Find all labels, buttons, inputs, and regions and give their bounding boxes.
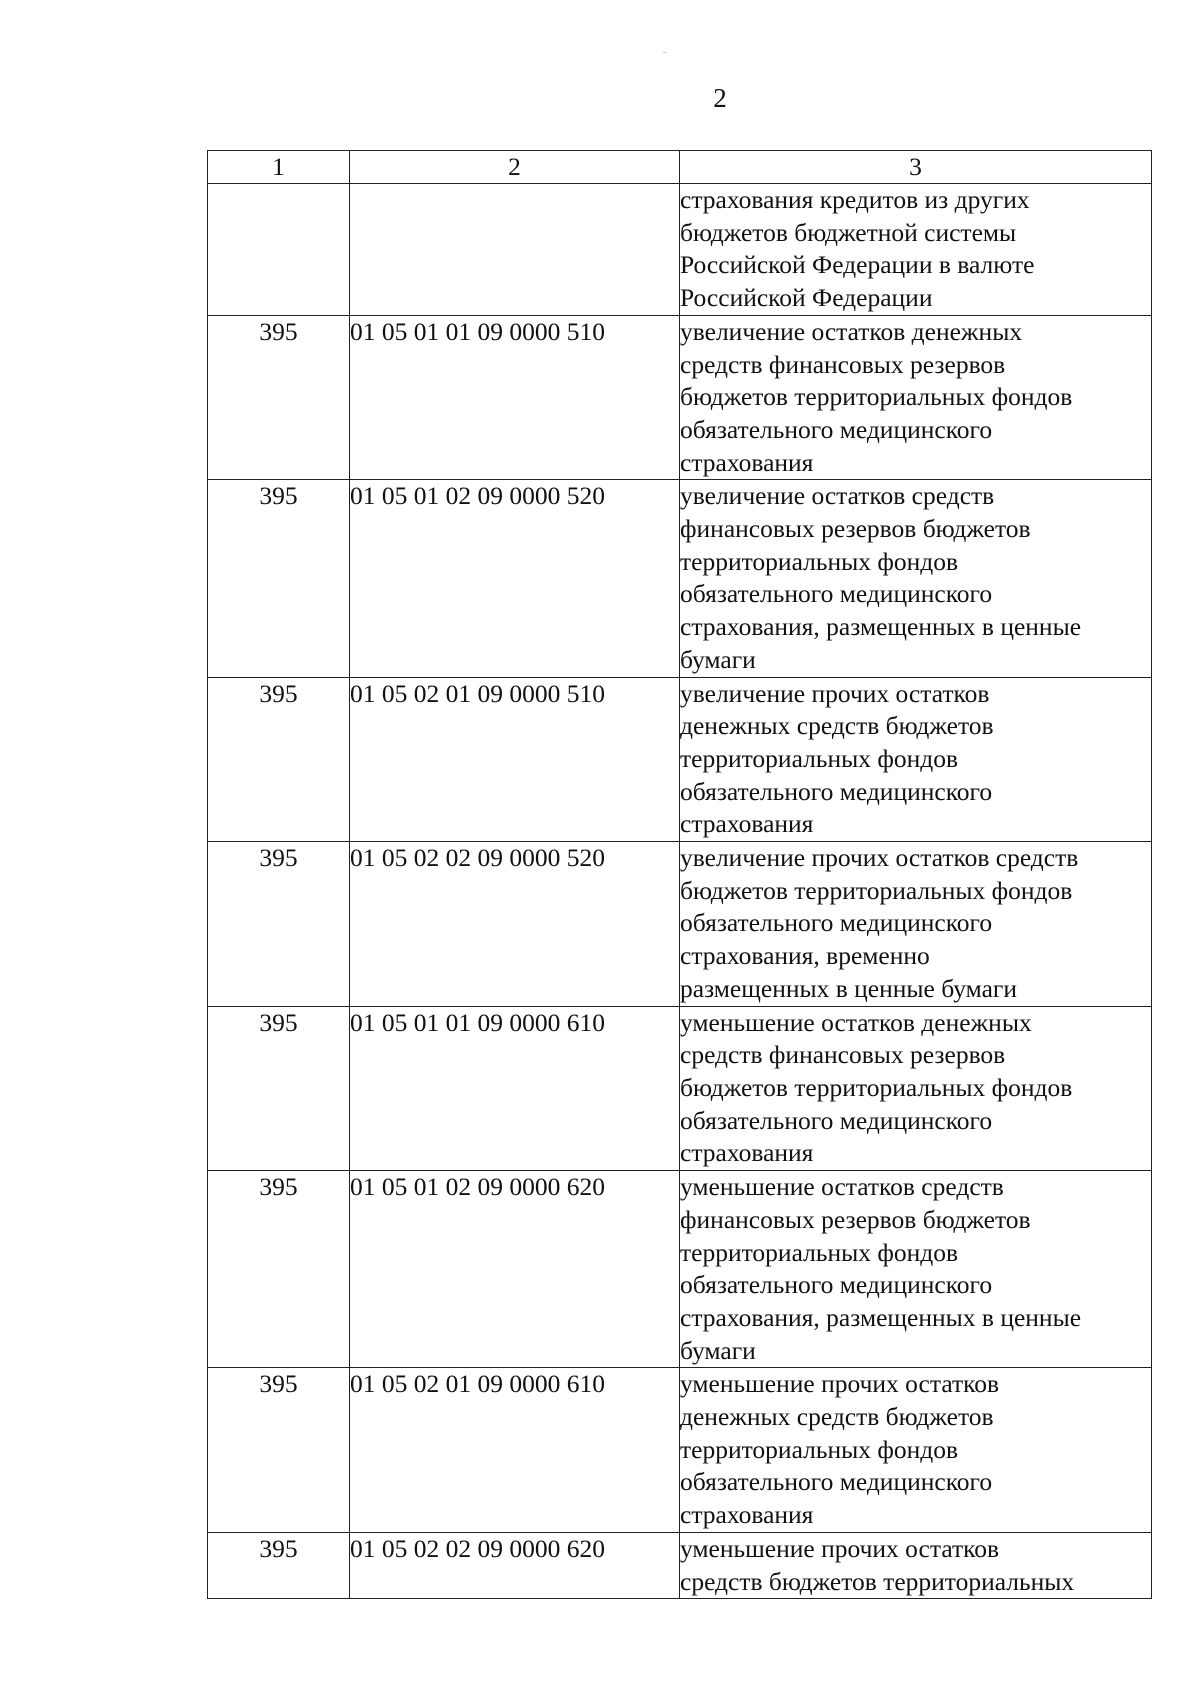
admin-code-cell: 395 — [208, 480, 350, 677]
description-line: страхования — [680, 1138, 814, 1168]
column-number-header-row — [208, 151, 1152, 184]
column-header-3: 3 — [680, 151, 1152, 184]
description-line: уменьшение прочих остатков — [680, 1533, 1000, 1563]
description-line: территориальных фондов — [680, 1237, 959, 1267]
budget-code-cell: 01 05 02 02 09 0000 520 — [350, 842, 680, 1007]
description-line: страхования, временно — [680, 941, 930, 971]
description-line: финансовых резервов бюджетов — [680, 1204, 1031, 1234]
description-line: страхования — [680, 447, 814, 477]
admin-code-cell: 395 — [208, 1532, 350, 1598]
description-line: обязательного медицинского — [680, 1105, 993, 1135]
continuation-row — [208, 184, 1152, 316]
description-cell — [680, 1532, 1152, 1598]
budget-code-cell: 01 05 01 01 09 0000 510 — [350, 315, 680, 480]
description-line: увеличение остатков денежных — [680, 316, 1023, 346]
admin-code-cell — [208, 184, 350, 316]
description-line: бумаги — [680, 644, 756, 674]
description-line: территориальных фондов — [680, 1434, 959, 1464]
description-cell — [680, 842, 1152, 1007]
description-line: финансовых резервов бюджетов — [680, 514, 1031, 544]
table-row — [208, 1532, 1152, 1598]
description-line: размещенных в ценные бумаги — [680, 973, 1018, 1003]
table-row — [208, 315, 1152, 480]
budget-code-cell: 01 05 01 01 09 0000 610 — [350, 1006, 680, 1171]
description-line: Российской Федерации в валюте — [680, 250, 1035, 280]
description-line: средств финансовых резервов — [680, 349, 1006, 379]
column-header-1: 1 — [208, 151, 350, 184]
description-line: обязательного медицинского — [680, 776, 993, 806]
description-line: Российской Федерации — [680, 283, 933, 313]
table-row — [208, 480, 1152, 677]
table-body — [208, 184, 1152, 1599]
description-cell — [680, 1006, 1152, 1171]
description-line: обязательного медицинского — [680, 908, 993, 938]
description-line: средств финансовых резервов — [680, 1040, 1006, 1070]
admin-code-cell: 395 — [208, 1171, 350, 1368]
description-line: уменьшение остатков денежных — [680, 1007, 1032, 1037]
description-line: увеличение остатков средств — [680, 481, 995, 511]
description-line: обязательного медицинского — [680, 1270, 993, 1300]
description-line: обязательного медицинского — [680, 579, 993, 609]
description-line: увеличение прочих остатков — [680, 678, 990, 708]
description-cell — [680, 677, 1152, 842]
admin-code-cell: 395 — [208, 1006, 350, 1171]
budget-code-cell: 01 05 01 02 09 0000 620 — [350, 1171, 680, 1368]
description-line: страхования кредитов из других — [680, 185, 1030, 214]
scan-speck — [663, 52, 666, 53]
description-line: обязательного медицинского — [680, 414, 993, 444]
page-number: 2 — [713, 83, 727, 113]
description-cell — [680, 1368, 1152, 1533]
table-row — [208, 842, 1152, 1007]
description-cell — [680, 1171, 1152, 1368]
description-line: бюджетов бюджетной системы — [680, 217, 1017, 247]
description-line: денежных средств бюджетов — [680, 1402, 994, 1432]
description-line: уменьшение остатков средств — [680, 1172, 1004, 1202]
description-line: бумаги — [680, 1335, 756, 1365]
description-line: территориальных фондов — [680, 743, 959, 773]
description-line: страхования — [680, 809, 814, 839]
budget-code-cell: 01 05 01 02 09 0000 520 — [350, 480, 680, 677]
description-line: увеличение прочих остатков средств — [680, 843, 1079, 873]
description-line: обязательного медицинского — [680, 1467, 993, 1497]
description-line: средств бюджетов территориальных — [680, 1566, 1075, 1596]
description-line: территориальных фондов — [680, 546, 959, 576]
description-line: страхования, размещенных в ценные — [680, 1302, 1082, 1332]
description-line: страхования, размещенных в ценные — [680, 612, 1082, 642]
description-cell — [680, 315, 1152, 480]
column-header-2: 2 — [350, 151, 680, 184]
description-line: денежных средств бюджетов — [680, 711, 994, 741]
table-row — [208, 1368, 1152, 1533]
admin-code-cell: 395 — [208, 677, 350, 842]
description-cell — [680, 184, 1152, 316]
budget-code-cell — [350, 184, 680, 316]
table-row — [208, 677, 1152, 842]
table-row — [208, 1171, 1152, 1368]
description-line: бюджетов территориальных фондов — [680, 875, 1073, 905]
description-line: бюджетов территориальных фондов — [680, 1072, 1073, 1102]
description-cell — [680, 480, 1152, 677]
admin-code-cell: 395 — [208, 842, 350, 1007]
budget-code-cell: 01 05 02 02 09 0000 620 — [350, 1532, 680, 1598]
description-line: уменьшение прочих остатков — [680, 1369, 1000, 1399]
admin-code-cell: 395 — [208, 1368, 350, 1533]
table-row — [208, 1006, 1152, 1171]
budget-code-cell: 01 05 02 01 09 0000 610 — [350, 1368, 680, 1533]
admin-code-cell: 395 — [208, 315, 350, 480]
budget-codes-table — [207, 150, 1152, 1599]
budget-code-cell: 01 05 02 01 09 0000 510 — [350, 677, 680, 842]
description-line: страхования — [680, 1500, 814, 1530]
description-line: бюджетов территориальных фондов — [680, 382, 1073, 412]
